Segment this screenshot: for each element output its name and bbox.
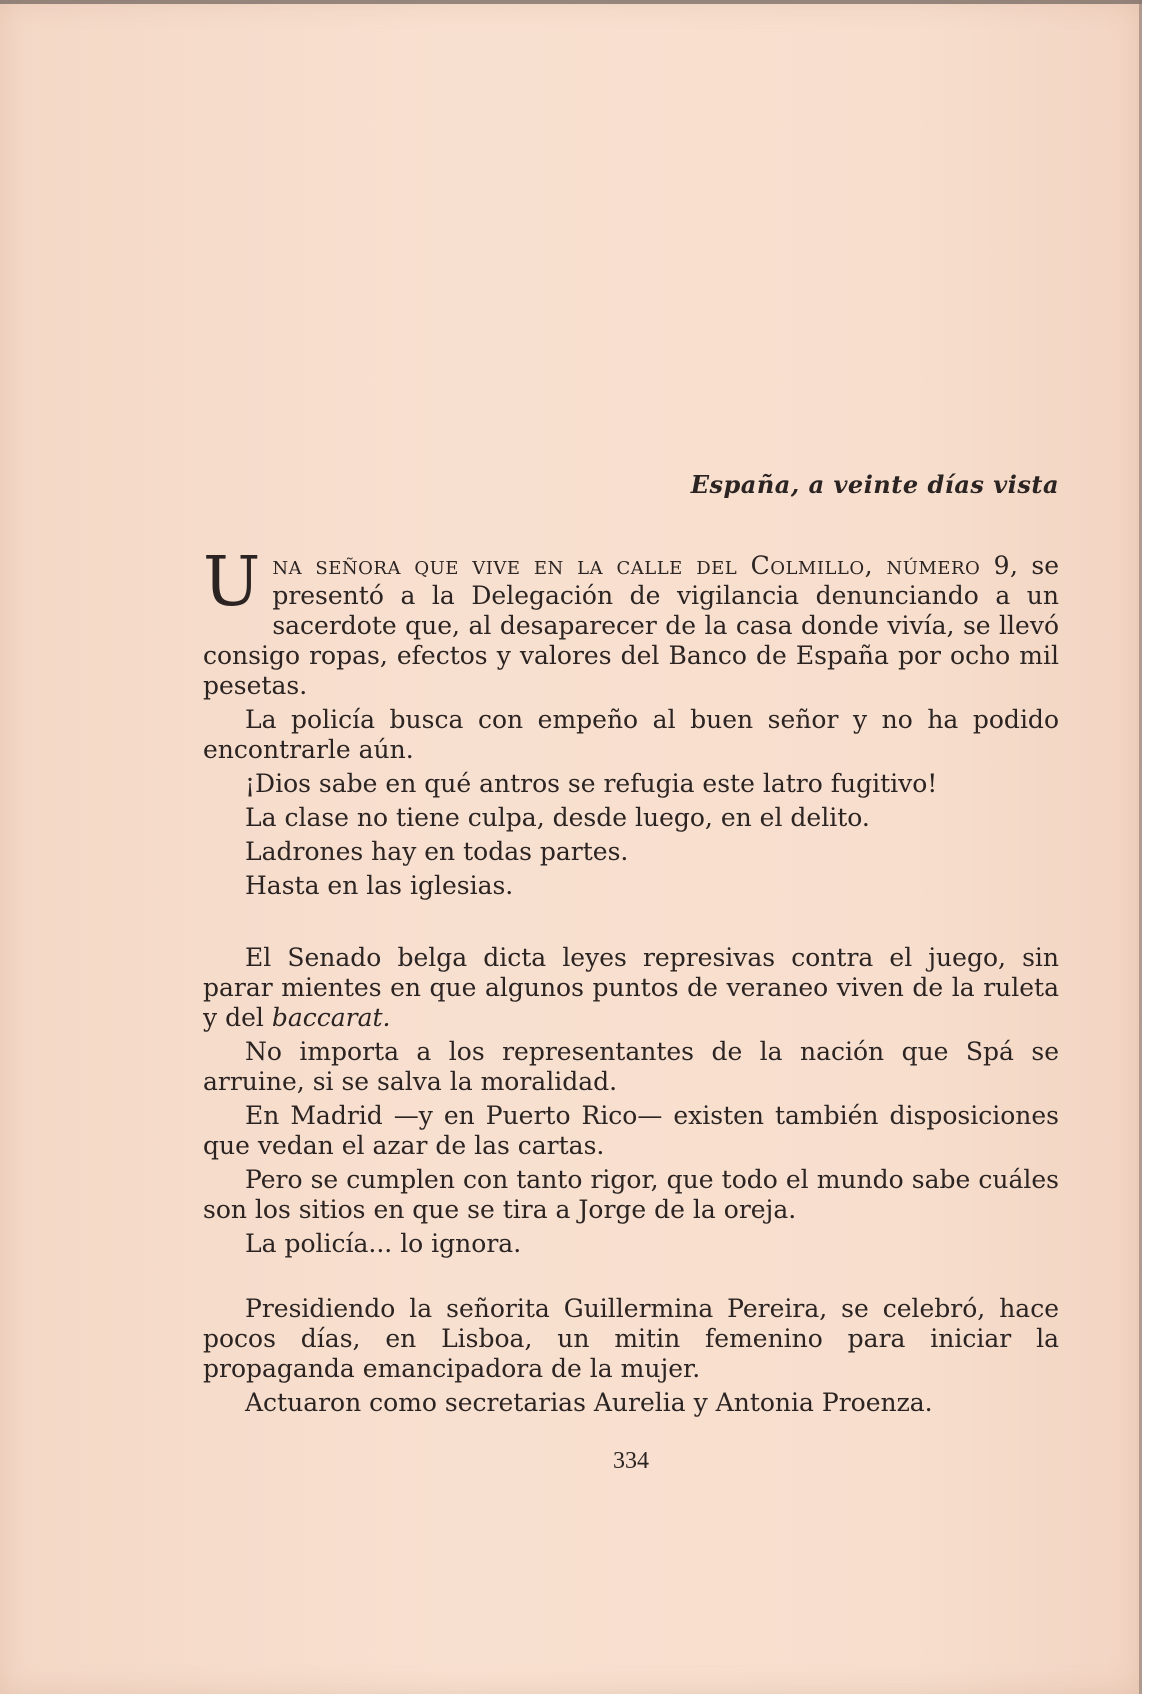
paragraph-text: El Senado belga dicta leyes represivas contra el juego, sin parar mientes en que algunos puntos de veraneo viven de la ruleta y del [203, 943, 1059, 1032]
page-number: 334 [613, 1448, 649, 1474]
paragraph: En Madrid —y en Puerto Rico— existen también disposiciones que vedan el azar de las cartas. [203, 1101, 1059, 1160]
paragraph: La clase no tiene culpa, desde luego, en el delito. [245, 803, 870, 832]
paragraph: No importa a los representantes de la nación que Spá se arruine, si se salva la moralidad. [203, 1037, 1059, 1096]
page-right-edge [1139, 0, 1142, 1694]
paragraph: Ladrones hay en todas partes. [245, 837, 629, 866]
paragraph: ¡Dios sabe en qué antros se refugia este latro fugitivo! [245, 769, 938, 798]
section-senado-belga [203, 943, 1059, 1263]
paragraph: La policía... lo ignora. [245, 1229, 522, 1258]
paragraph: Pero se cumplen con tanto rigor, que todo el mundo sabe cuáles son los sitios en que se tira a Jorge de la oreja. [203, 1165, 1059, 1224]
paragraph [203, 543, 1060, 701]
section-colmillo [203, 543, 1060, 905]
drop-cap: U [203, 543, 261, 622]
italic-word: baccarat. [271, 1003, 391, 1032]
paragraph-text: se presentó a la Delegación de vigilancia denunciando a un sacerdote que, al desaparecer de la casa donde vivía, se llevó consigo ropas, efectos y valores del Banco de España por ocho mil pesetas. [203, 551, 1060, 700]
section-lisboa [203, 1294, 1059, 1422]
running-title: España, a veinte días vista [690, 470, 1059, 499]
opening-small-caps: na señora que vive en la calle del Colmillo, número 9, [272, 551, 1019, 580]
paragraph: Presidiendo la señorita Guillermina Pereira, se celebró, hace pocos días, en Lisboa, un mitin femenino para iniciar la propaganda emancipadora de la mujer. [203, 1294, 1059, 1383]
paragraph: Actuaron como secretarias Aurelia y Antonia Proenza. [245, 1388, 933, 1417]
paragraph: La policía busca con empeño al buen señor y no ha podido encontrarle aún. [203, 705, 1059, 764]
paragraph: Hasta en las iglesias. [245, 871, 514, 900]
paragraph [203, 943, 1059, 1033]
page-top-edge [0, 0, 1142, 4]
